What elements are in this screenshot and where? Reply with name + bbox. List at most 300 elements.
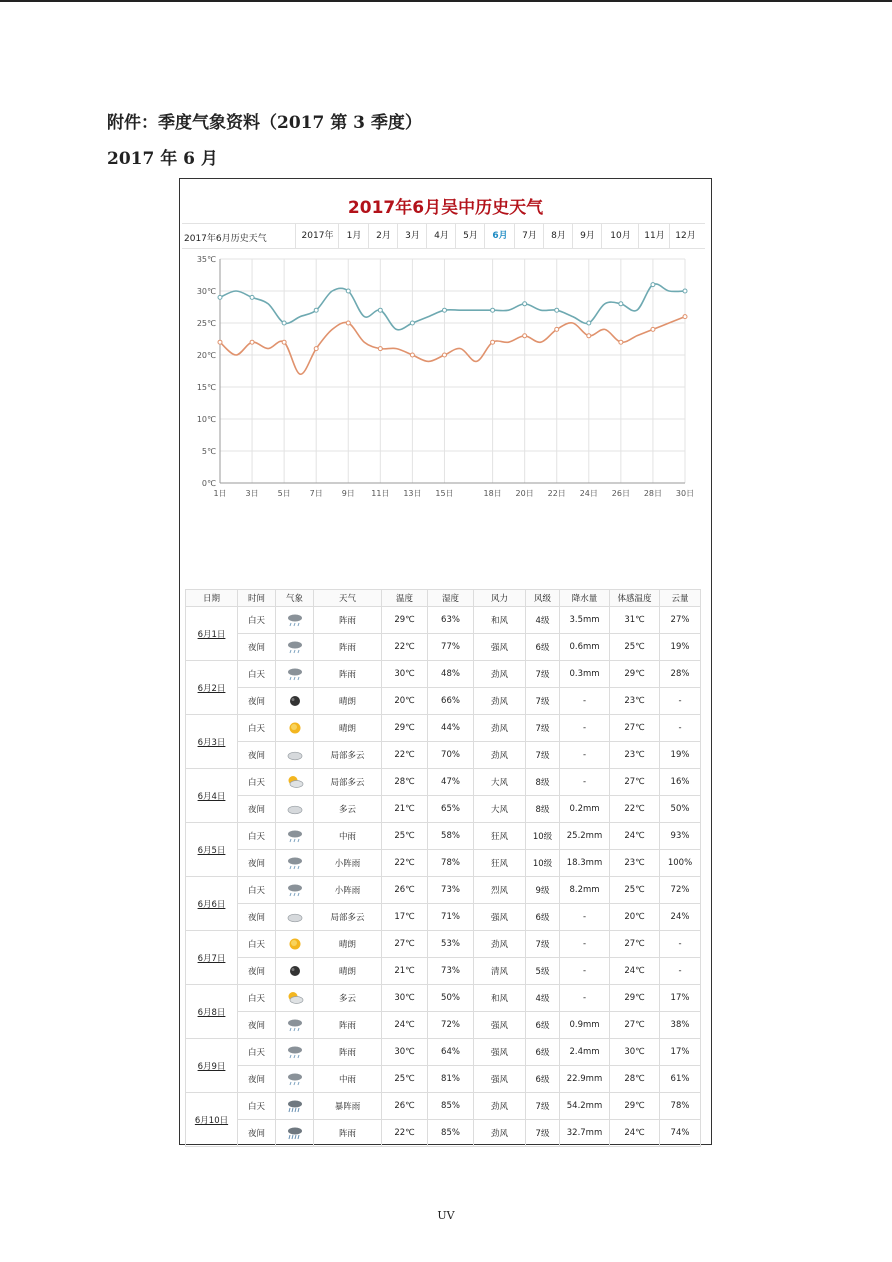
date-link[interactable]: 6月8日: [186, 985, 238, 1039]
cell-humidity: 73%: [428, 958, 474, 985]
cell-temp: 29℃: [382, 715, 428, 742]
weather-panel: [179, 178, 712, 1145]
cloud-icon: [286, 802, 304, 816]
cell-humidity: 70%: [428, 742, 474, 769]
table-header-row: [186, 590, 701, 607]
data-point: [378, 308, 382, 312]
cell-humidity: 73%: [428, 877, 474, 904]
cell-weather: 多云: [314, 985, 382, 1012]
cell-wind: 强风: [474, 1066, 526, 1093]
cell-humidity: 65%: [428, 796, 474, 823]
cell-feel: 23℃: [610, 850, 660, 877]
cell-time: 白天: [238, 985, 276, 1012]
cell-icon: [276, 688, 314, 715]
cell-feel: 29℃: [610, 1093, 660, 1120]
cell-time: 夜间: [238, 688, 276, 715]
data-point: [587, 334, 591, 338]
cell-precip: -: [560, 715, 610, 742]
data-point: [491, 340, 495, 344]
data-point: [587, 321, 591, 325]
cell-temp: 28℃: [382, 769, 428, 796]
cell-humidity: 85%: [428, 1120, 474, 1147]
cell-time: 白天: [238, 607, 276, 634]
cell-level: 8级: [526, 769, 560, 796]
rain-icon: [286, 613, 304, 627]
data-point: [314, 347, 318, 351]
x-tick-label: 28日: [643, 489, 663, 498]
cell-weather: 阵雨: [314, 607, 382, 634]
table-row: [186, 1039, 701, 1066]
cell-humidity: 44%: [428, 715, 474, 742]
cell-wind: 强风: [474, 634, 526, 661]
tab-12[interactable]: 12月: [669, 224, 701, 248]
cell-humidity: 50%: [428, 985, 474, 1012]
tab-10[interactable]: 10月: [601, 224, 639, 248]
cell-weather: 阵雨: [314, 661, 382, 688]
cell-precip: -: [560, 904, 610, 931]
table-row: [186, 1012, 701, 1039]
moon-icon: [286, 964, 304, 978]
cell-time: 夜间: [238, 634, 276, 661]
cell-cloud: 61%: [660, 1066, 701, 1093]
data-point: [619, 340, 623, 344]
table-row: [186, 634, 701, 661]
cloud-icon: [286, 748, 304, 762]
cell-humidity: 53%: [428, 931, 474, 958]
cell-humidity: 48%: [428, 661, 474, 688]
header-cell: 风级: [526, 590, 560, 607]
cell-wind: 劲风: [474, 661, 526, 688]
cell-cloud: 100%: [660, 850, 701, 877]
date-link[interactable]: 6月9日: [186, 1039, 238, 1093]
x-tick-label: 7日: [309, 489, 323, 498]
cell-feel: 23℃: [610, 742, 660, 769]
cell-wind: 和风: [474, 607, 526, 634]
cell-level: 7级: [526, 1120, 560, 1147]
rain-icon: [286, 883, 304, 897]
data-point: [619, 302, 623, 306]
cell-feel: 24℃: [610, 1120, 660, 1147]
cell-weather: 多云: [314, 796, 382, 823]
tab-5[interactable]: 5月: [455, 224, 485, 248]
cell-icon: [276, 1012, 314, 1039]
cell-cloud: 17%: [660, 1039, 701, 1066]
data-point: [314, 308, 318, 312]
cell-weather: 晴朗: [314, 931, 382, 958]
cell-cloud: 19%: [660, 634, 701, 661]
data-point: [683, 289, 687, 293]
panel-title: 2017年6月吴中历史天气: [347, 198, 544, 218]
cell-wind: 劲风: [474, 1120, 526, 1147]
table-row: [186, 904, 701, 931]
cell-icon: [276, 931, 314, 958]
cell-icon: [276, 1066, 314, 1093]
data-point: [491, 308, 495, 312]
cell-feel: 25℃: [610, 634, 660, 661]
cell-icon: [276, 715, 314, 742]
cell-precip: -: [560, 688, 610, 715]
table-row: [186, 607, 701, 634]
table-row: [186, 1066, 701, 1093]
cell-cloud: 19%: [660, 742, 701, 769]
cell-wind: 大风: [474, 769, 526, 796]
cell-feel: 29℃: [610, 985, 660, 1012]
cell-feel: 27℃: [610, 931, 660, 958]
cell-weather: 中雨: [314, 1066, 382, 1093]
y-tick-label: 20℃: [196, 351, 216, 360]
x-tick-label: 3日: [245, 489, 259, 498]
cell-temp: 25℃: [382, 1066, 428, 1093]
cell-cloud: 38%: [660, 1012, 701, 1039]
header-cell: 风力: [474, 590, 526, 607]
y-tick-label: 5℃: [201, 447, 216, 456]
cell-humidity: 81%: [428, 1066, 474, 1093]
data-point: [282, 321, 286, 325]
date-link[interactable]: 6月5日: [186, 823, 238, 877]
table-row: [186, 661, 701, 688]
cell-level: 6级: [526, 1039, 560, 1066]
date-link[interactable]: 6月4日: [186, 769, 238, 823]
cell-temp: 27℃: [382, 931, 428, 958]
cell-weather: 局部多云: [314, 742, 382, 769]
cell-temp: 30℃: [382, 1039, 428, 1066]
cell-level: 7级: [526, 688, 560, 715]
cell-wind: 大风: [474, 796, 526, 823]
cell-time: 白天: [238, 1093, 276, 1120]
cell-time: 夜间: [238, 958, 276, 985]
cell-feel: 30℃: [610, 1039, 660, 1066]
y-tick-label: 0℃: [201, 479, 216, 488]
data-point: [651, 327, 655, 331]
cell-feel: 27℃: [610, 1012, 660, 1039]
cell-level: 10级: [526, 850, 560, 877]
x-tick-label: 5日: [277, 489, 291, 498]
cell-weather: 阵雨: [314, 1120, 382, 1147]
y-tick-label: 35℃: [196, 255, 216, 264]
cell-level: 9级: [526, 877, 560, 904]
cell-time: 白天: [238, 877, 276, 904]
cell-icon: [276, 769, 314, 796]
header-cell: 降水量: [560, 590, 610, 607]
tab-2[interactable]: 2月: [368, 224, 398, 248]
cell-precip: -: [560, 742, 610, 769]
data-point: [683, 315, 687, 319]
data-point: [523, 302, 527, 306]
cell-level: 8级: [526, 796, 560, 823]
cell-humidity: 78%: [428, 850, 474, 877]
cell-wind: 强风: [474, 1012, 526, 1039]
cell-wind: 劲风: [474, 1093, 526, 1120]
cell-precip: -: [560, 958, 610, 985]
cell-weather: 阵雨: [314, 634, 382, 661]
cell-weather: 局部多云: [314, 769, 382, 796]
cell-humidity: 77%: [428, 634, 474, 661]
cell-level: 6级: [526, 1066, 560, 1093]
cell-weather: 中雨: [314, 823, 382, 850]
cell-time: 夜间: [238, 1120, 276, 1147]
date-link[interactable]: 6月7日: [186, 931, 238, 985]
cell-feel: 27℃: [610, 715, 660, 742]
table-row: [186, 958, 701, 985]
cell-weather: 晴朗: [314, 958, 382, 985]
cell-icon: [276, 742, 314, 769]
cell-time: 白天: [238, 769, 276, 796]
cell-icon: [276, 904, 314, 931]
cell-cloud: 16%: [660, 769, 701, 796]
moon-icon: [286, 694, 304, 708]
cell-humidity: 63%: [428, 607, 474, 634]
cell-feel: 24℃: [610, 823, 660, 850]
heavy-rain-icon: [286, 1126, 304, 1140]
table-row: [186, 877, 701, 904]
data-point: [250, 295, 254, 299]
tab-0[interactable]: 2017年: [295, 224, 339, 248]
y-tick-label: 25℃: [196, 319, 216, 328]
cell-precip: 0.3mm: [560, 661, 610, 688]
data-point: [442, 308, 446, 312]
cell-wind: 烈风: [474, 877, 526, 904]
cloud-icon: [286, 910, 304, 924]
data-point: [378, 347, 382, 351]
cell-level: 6级: [526, 904, 560, 931]
cell-level: 6级: [526, 634, 560, 661]
cell-icon: [276, 1093, 314, 1120]
tab-11[interactable]: 11月: [638, 224, 670, 248]
table-row: [186, 715, 701, 742]
data-point: [218, 295, 222, 299]
cell-cloud: 93%: [660, 823, 701, 850]
cell-level: 4级: [526, 607, 560, 634]
cell-precip: 32.7mm: [560, 1120, 610, 1147]
page-number: UV: [437, 1209, 455, 1222]
cell-temp: 21℃: [382, 958, 428, 985]
cell-humidity: 58%: [428, 823, 474, 850]
data-point: [442, 353, 446, 357]
cell-precip: 8.2mm: [560, 877, 610, 904]
x-tick-label: 1日: [213, 489, 227, 498]
table-row: [186, 796, 701, 823]
data-point: [555, 327, 559, 331]
cell-time: 夜间: [238, 850, 276, 877]
cell-time: 夜间: [238, 904, 276, 931]
cell-temp: 21℃: [382, 796, 428, 823]
series-line-1: [220, 317, 685, 375]
cell-temp: 25℃: [382, 823, 428, 850]
month-tabs: [182, 223, 705, 249]
cell-wind: 强风: [474, 904, 526, 931]
header-cell: 云量: [660, 590, 701, 607]
cell-icon: [276, 796, 314, 823]
weather-table: [185, 589, 701, 1147]
cell-level: 7级: [526, 1093, 560, 1120]
date-link[interactable]: 6月1日: [186, 607, 238, 661]
sun-icon: [286, 721, 304, 735]
cell-precip: 0.6mm: [560, 634, 610, 661]
header-cell: 湿度: [428, 590, 474, 607]
table-row: [186, 823, 701, 850]
cell-level: 7级: [526, 742, 560, 769]
cell-cloud: 74%: [660, 1120, 701, 1147]
data-point: [523, 334, 527, 338]
cell-feel: 27℃: [610, 769, 660, 796]
cell-level: 7级: [526, 661, 560, 688]
cell-wind: 劲风: [474, 931, 526, 958]
cell-level: 10级: [526, 823, 560, 850]
cell-wind: 狂风: [474, 823, 526, 850]
cell-feel: 29℃: [610, 661, 660, 688]
cell-precip: 0.9mm: [560, 1012, 610, 1039]
data-point: [410, 321, 414, 325]
cell-cloud: 17%: [660, 985, 701, 1012]
cell-icon: [276, 1120, 314, 1147]
cell-cloud: 72%: [660, 877, 701, 904]
cell-wind: 劲风: [474, 688, 526, 715]
cell-cloud: 24%: [660, 904, 701, 931]
cell-icon: [276, 634, 314, 661]
cell-icon: [276, 850, 314, 877]
tab-1[interactable]: 1月: [338, 224, 369, 248]
cell-time: 夜间: [238, 796, 276, 823]
data-point: [346, 321, 350, 325]
cell-precip: 2.4mm: [560, 1039, 610, 1066]
cell-temp: 22℃: [382, 850, 428, 877]
x-tick-label: 30日: [675, 489, 695, 498]
cell-feel: 23℃: [610, 688, 660, 715]
cell-precip: 25.2mm: [560, 823, 610, 850]
cell-humidity: 47%: [428, 769, 474, 796]
cell-wind: 和风: [474, 985, 526, 1012]
data-point: [410, 353, 414, 357]
cell-temp: 26℃: [382, 877, 428, 904]
document-heading: 附件：季度气象资料（2017 第 3 季度）: [107, 113, 422, 133]
tab-4[interactable]: 4月: [426, 224, 456, 248]
cell-icon: [276, 958, 314, 985]
cell-level: 6级: [526, 1012, 560, 1039]
cell-precip: 54.2mm: [560, 1093, 610, 1120]
cell-cloud: -: [660, 958, 701, 985]
sun-icon: [286, 937, 304, 951]
table-row: [186, 742, 701, 769]
cell-precip: 18.3mm: [560, 850, 610, 877]
cell-cloud: 50%: [660, 796, 701, 823]
cell-humidity: 64%: [428, 1039, 474, 1066]
header-cell: 天气: [314, 590, 382, 607]
cell-icon: [276, 661, 314, 688]
cell-weather: 阵雨: [314, 1012, 382, 1039]
data-point: [555, 308, 559, 312]
tab-8[interactable]: 8月: [543, 224, 573, 248]
x-tick-label: 15日: [435, 489, 454, 498]
data-point: [250, 340, 254, 344]
table-row: [186, 931, 701, 958]
cell-icon: [276, 607, 314, 634]
date-link[interactable]: 6月6日: [186, 877, 238, 931]
cell-level: 7级: [526, 931, 560, 958]
header-cell: 日期: [186, 590, 238, 607]
rain-icon: [286, 829, 304, 843]
cell-temp: 30℃: [382, 985, 428, 1012]
top-rule: [0, 0, 892, 2]
month-heading: 2017 年 6 月: [107, 149, 218, 169]
cell-humidity: 71%: [428, 904, 474, 931]
cell-weather: 小阵雨: [314, 850, 382, 877]
cell-time: 夜间: [238, 1066, 276, 1093]
cell-precip: -: [560, 985, 610, 1012]
cell-feel: 28℃: [610, 1066, 660, 1093]
table-row: [186, 688, 701, 715]
cell-temp: 24℃: [382, 1012, 428, 1039]
cell-wind: 劲风: [474, 715, 526, 742]
cell-cloud: -: [660, 715, 701, 742]
data-point: [218, 340, 222, 344]
cell-icon: [276, 877, 314, 904]
rain-icon: [286, 1018, 304, 1032]
x-tick-label: 22日: [547, 489, 566, 498]
table-row: [186, 850, 701, 877]
header-cell: 体感温度: [610, 590, 660, 607]
x-tick-label: 11日: [371, 489, 390, 498]
data-point: [651, 283, 655, 287]
x-tick-label: 18日: [483, 489, 502, 498]
cell-weather: 晴朗: [314, 715, 382, 742]
cell-temp: 22℃: [382, 742, 428, 769]
cell-humidity: 72%: [428, 1012, 474, 1039]
x-tick-label: 26日: [611, 489, 630, 498]
cell-wind: 清风: [474, 958, 526, 985]
cell-cloud: 28%: [660, 661, 701, 688]
tab-7[interactable]: 7月: [514, 224, 544, 248]
date-link[interactable]: 6月10日: [186, 1093, 238, 1147]
cell-icon: [276, 985, 314, 1012]
table-row: [186, 985, 701, 1012]
tab-3[interactable]: 3月: [397, 224, 427, 248]
cell-time: 白天: [238, 661, 276, 688]
x-tick-label: 9日: [341, 489, 355, 498]
tab-9[interactable]: 9月: [572, 224, 602, 248]
temperature-chart: [180, 249, 711, 579]
cell-temp: 22℃: [382, 1120, 428, 1147]
cell-temp: 22℃: [382, 634, 428, 661]
cell-level: 7级: [526, 715, 560, 742]
cell-weather: 晴朗: [314, 688, 382, 715]
date-link[interactable]: 6月3日: [186, 715, 238, 769]
cell-weather: 暴阵雨: [314, 1093, 382, 1120]
header-cell: 温度: [382, 590, 428, 607]
cell-time: 白天: [238, 931, 276, 958]
cell-wind: 劲风: [474, 742, 526, 769]
cell-time: 白天: [238, 823, 276, 850]
rain-icon: [286, 856, 304, 870]
cell-weather: 小阵雨: [314, 877, 382, 904]
rain-icon: [286, 1045, 304, 1059]
cell-time: 夜间: [238, 1012, 276, 1039]
cell-humidity: 66%: [428, 688, 474, 715]
table-row: [186, 1093, 701, 1120]
sun-cloud-icon: [286, 991, 304, 1005]
cell-precip: 22.9mm: [560, 1066, 610, 1093]
y-tick-label: 10℃: [196, 415, 216, 424]
date-link[interactable]: 6月2日: [186, 661, 238, 715]
cell-weather: 阵雨: [314, 1039, 382, 1066]
cell-cloud: 78%: [660, 1093, 701, 1120]
rain-icon: [286, 640, 304, 654]
tab-6[interactable]: 6月: [484, 224, 515, 248]
cell-level: 5级: [526, 958, 560, 985]
cell-feel: 20℃: [610, 904, 660, 931]
cell-feel: 25℃: [610, 877, 660, 904]
cell-wind: 强风: [474, 1039, 526, 1066]
cell-feel: 31℃: [610, 607, 660, 634]
